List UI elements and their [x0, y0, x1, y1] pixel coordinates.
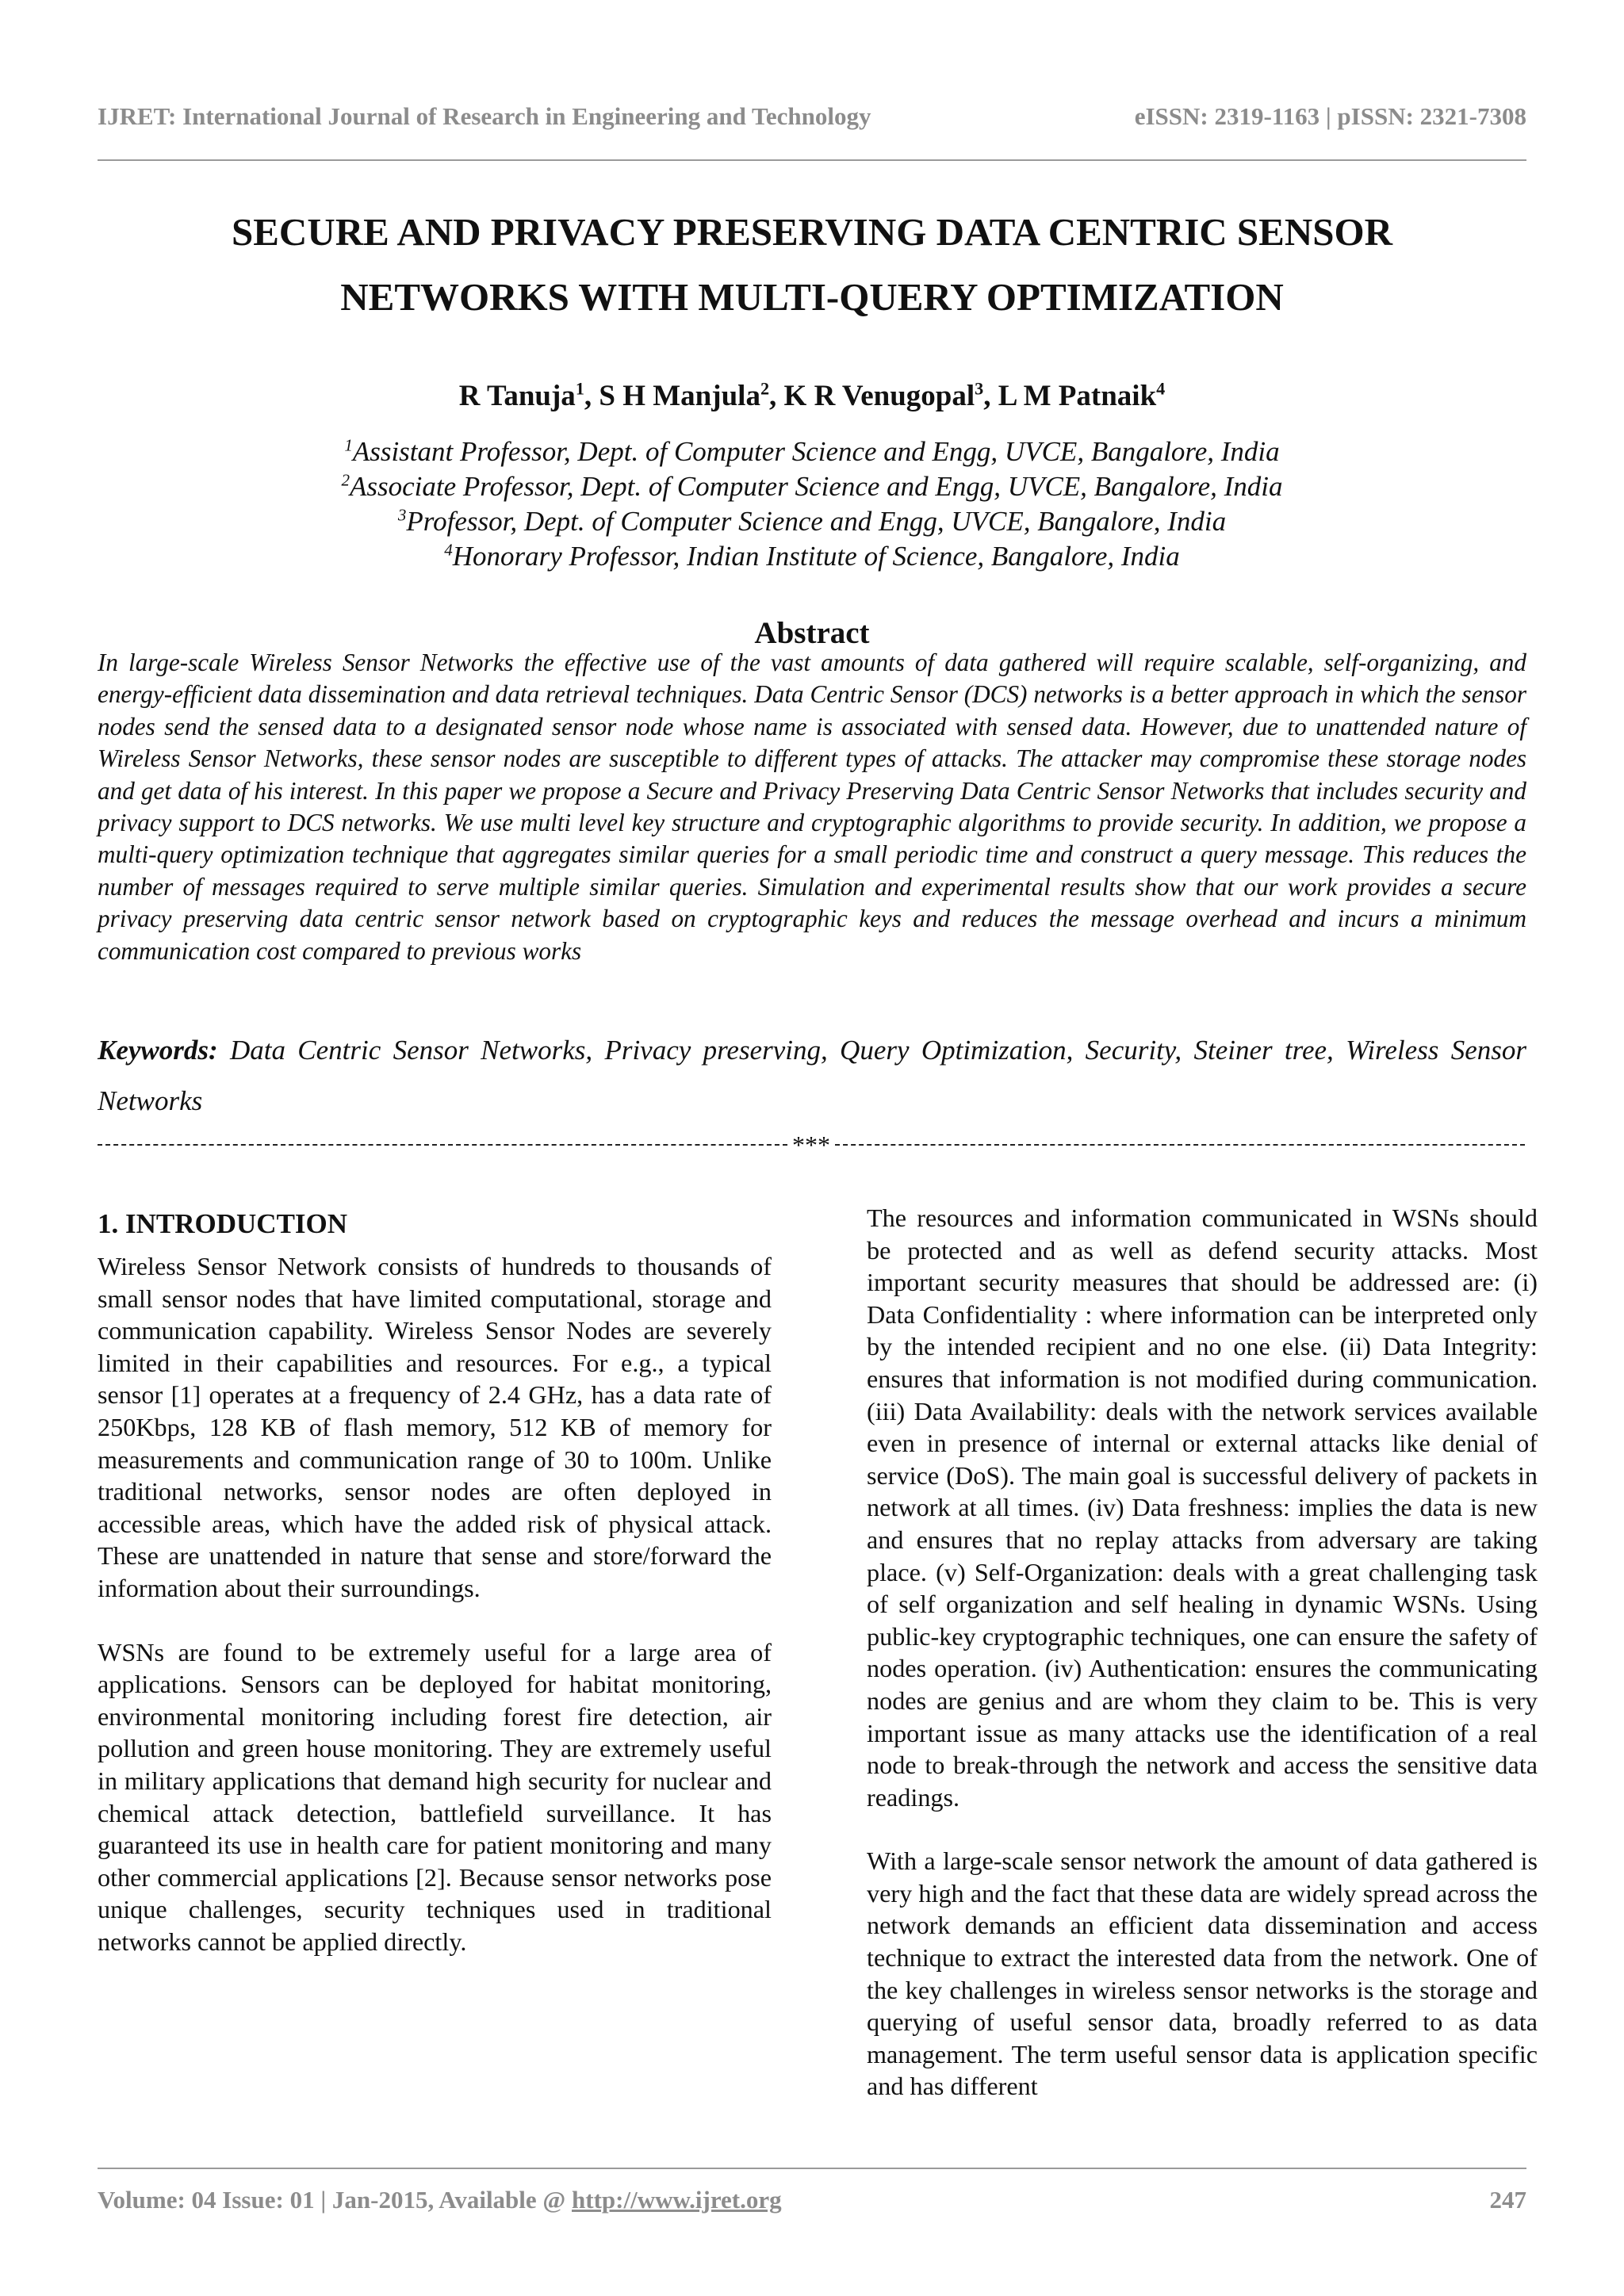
left-column: [98, 1201, 772, 1957]
issn-numbers: eISSN: 2319-1163 | pISSN: 2321-7308: [1134, 102, 1526, 130]
section-separator: [98, 1129, 1525, 1161]
separator-stars: ***: [792, 1131, 830, 1159]
author-separator: ,: [769, 380, 784, 412]
author-name: S H Manjula: [599, 380, 760, 412]
affiliation-mark: 1: [344, 435, 353, 455]
separator-dashes-left: [98, 1144, 787, 1146]
affiliation-text: Professor, Dept. of Computer Science and Engg, UVCE, Bangalore, India: [406, 506, 1227, 537]
page-number: 247: [1489, 2186, 1526, 2214]
affiliation: [98, 539, 1526, 574]
author-separator: ,: [983, 380, 998, 412]
affiliation-text: Honorary Professor, Indian Institute of Science, Bangalore, India: [452, 541, 1180, 572]
running-head: [98, 97, 1526, 136]
keywords-text: Data Centric Sensor Networks, Privacy preserving, Query Optimization, Security, Steiner tree, Wireless Sensor Networks: [98, 1035, 1526, 1116]
author-separator: ,: [584, 380, 599, 412]
author-name: L M Patnaik: [998, 380, 1157, 412]
author-mark: 3: [975, 378, 984, 399]
keywords: [98, 1025, 1526, 1127]
affiliation-text: Associate Professor, Dept. of Computer Science and Engg, UVCE, Bangalore, India: [349, 471, 1283, 502]
author-mark: 2: [760, 378, 770, 399]
title-line-2: NETWORKS WITH MULTI-QUERY OPTIMIZATION: [340, 275, 1284, 319]
abstract-text: In large-scale Wireless Sensor Networks the effective use of the vast amounts of data gathered will require scalable, self-organizing, and energy-efficient data dissemination and data retrieval techniques. Data Centric Sensor (DCS) networks is a better approach in which the sensor nodes send the sensed data to a designated sensor node whose name is associated with sensed data. However, due to unattended nature of Wireless Sensor Networks, these sensor nodes are susceptible to different types of attacks. The attacker may compromise these storage nodes and get data of his interest. In this paper we propose a Secure and Privacy Preserving Data Centric Sensor Networks that includes security and privacy support to DCS networks. We use multi level key structure and cryptographic algorithms to provide security. In addition, we propose a multi-query optimization technique that aggregates similar queries for a small periodic time and construct a query message. This reduces the number of messages required to serve multiple similar queries. Simulation and experimental results show that our work provides a secure privacy preserving data centric sensor network based on cryptographic keys and reduces the message overhead and incurs a minimum communication cost compared to previous works: [98, 649, 1526, 965]
volume-info: Volume: 04 Issue: 01 | Jan-2015, Available @: [98, 2186, 573, 2214]
paper-title: [98, 200, 1526, 330]
running-foot: [98, 2180, 1526, 2220]
affiliation-mark: 4: [444, 540, 453, 560]
journal-name: IJRET: International Journal of Research in Engineering and Technology: [98, 102, 871, 130]
author-mark: 4: [1156, 378, 1166, 399]
author-list: [98, 377, 1526, 416]
author-mark: 1: [575, 378, 584, 399]
footer-volume: [98, 2186, 782, 2214]
journal-link[interactable]: http://www.ijret.org: [572, 2186, 782, 2214]
body-paragraph: With a large-scale sensor network the amount of data gathered is very high and the fact that these data are widely spread across the network demands an efficient data dissemination and access technique to extract the interested data from the network. One of the key challenges in wireless sensor networks is the storage and querying of useful sensor data, broadly referred to as data management. The term useful sensor data is application specific and has different: [867, 1846, 1538, 2101]
body-paragraph: Wireless Sensor Network consists of hundreds to thousands of small sensor nodes that have limited computational, storage and communication capability. Wireless Sensor Nodes are severely limited in their capabilities and resources. For e.g., a typical sensor [1] operates at a frequency of 2.4 GHz, has a data rate of 250Kbps, 128 KB of flash memory, 512 KB of memory for measurements and communication range of 30 to 100m. Unlike traditional networks, sensor nodes are often deployed in accessible areas, which have the added risk of physical attack. These are unattended in nature that sense and store/forward the information about their surroundings.: [98, 1252, 772, 1602]
body-paragraph: WSNs are found to be extremely useful for a large area of applications. Sensors can be deployed for habitat monitoring, environmental monitoring including forest fire detection, air pollution and green house monitoring. They are extremely useful in military applications that demand high security for nuclear and chemical attack detection, battlefield surveillance. It has guaranteed its use in health care for patient monitoring and many other commercial applications [2]. Because sensor networks pose unique challenges, security techniques used in traditional networks cannot be applied directly.: [98, 1637, 772, 1956]
author-name: R Tanuja: [458, 380, 576, 412]
right-column: [867, 1202, 1538, 2103]
affiliation-mark: 3: [397, 505, 407, 525]
affiliation: [98, 469, 1526, 504]
footer-rule: [98, 2168, 1526, 2169]
affiliation-text: Assistant Professor, Dept. of Computer Science and Engg, UVCE, Bangalore, India: [352, 436, 1280, 467]
separator-dashes-right: [835, 1144, 1525, 1146]
affiliation-list: [98, 434, 1526, 574]
abstract-heading: Abstract: [754, 616, 870, 650]
affiliation: [98, 434, 1526, 469]
keywords-label: Keywords:: [98, 1035, 218, 1066]
author-name: K R Venugopal: [783, 380, 975, 412]
section-heading: 1. INTRODUCTION: [98, 1208, 348, 1239]
body-paragraph: The resources and information communicated in WSNs should be protected and as well as defend security attacks. Most important security measures that should be addressed are: (i) Data Confidentiality : where information can be interpreted only by the intended recipient and no one else. (ii) Data Integrity: ensures that information is not modified during communication. (iii) Data Availability: deals with the network services available even in presence of internal or external attacks like denial of service (DoS). The main goal is successful delivery of packets in network at all times. (iv) Data freshness: implies the data is new and ensures that no replay attacks from adversary are taking place. (v) Self-Organization: deals with a great challenging task of self organization and self healing in dynamic WSNs. Using public-key cryptographic techniques, one can ensure the safety of nodes operation. (iv) Authentication: ensures the communicating nodes are genius and are whom they claim to be. This is very important issue as many attacks use the identification of a real node to break-through the network and access the sensitive data readings.: [867, 1203, 1538, 1812]
affiliation-mark: 2: [341, 470, 350, 490]
header-rule: [98, 159, 1526, 161]
affiliation: [98, 504, 1526, 539]
title-line-1: SECURE AND PRIVACY PRESERVING DATA CENTRIC SENSOR: [232, 210, 1392, 254]
